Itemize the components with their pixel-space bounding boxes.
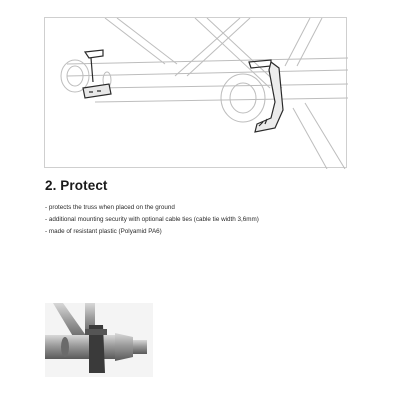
truss-protector-diagram bbox=[44, 17, 347, 168]
section-title: 2. Protect bbox=[45, 178, 108, 193]
feature-item: - additional mounting security with optional cable ties (cable tie width 3,6mm) bbox=[45, 214, 259, 226]
truss-line-drawing bbox=[45, 18, 348, 169]
truss-photo-illustration bbox=[45, 303, 153, 377]
feature-item: - protects the truss when placed on the ground bbox=[45, 202, 259, 214]
feature-item: - made of resistant plastic (Polyamid PA6) bbox=[45, 226, 259, 238]
feature-list bbox=[45, 202, 259, 238]
truss-connector-photo bbox=[45, 303, 153, 377]
